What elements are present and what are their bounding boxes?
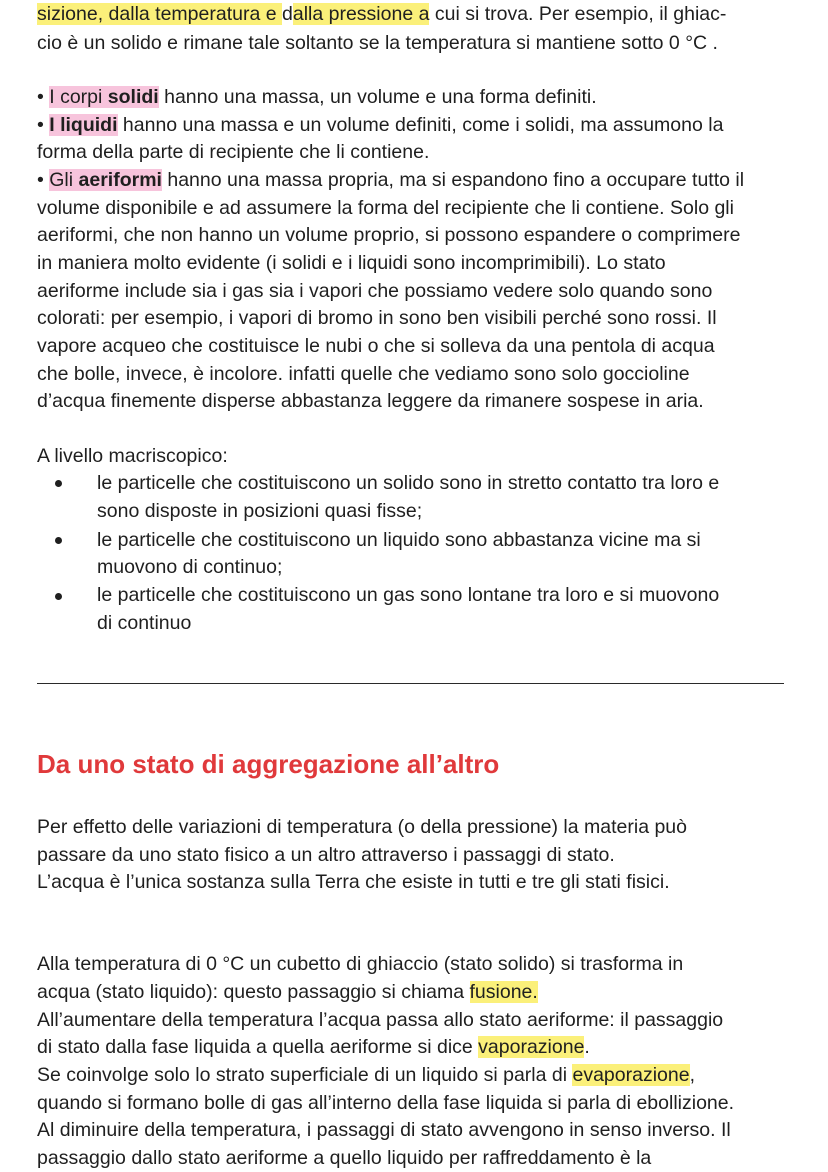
text-line: che bolle, invece, è incolore. infatti quelle che vediamo sono solo goccioline xyxy=(37,363,690,385)
text-line: Alla temperatura di 0 °C un cubetto di ghiaccio (stato solido) si trasforma in xyxy=(37,953,684,975)
text-run: Se coinvolge solo lo strato superficiale di un liquido si parla di xyxy=(37,1064,573,1086)
text-run: hanno una massa propria, ma si espandono fino a occupare tutto il xyxy=(161,169,745,191)
highlight-yellow: sizione, xyxy=(37,3,109,25)
highlight-yellow: vaporazione xyxy=(478,1036,585,1058)
highlight-pink: Gli aeriformi xyxy=(49,169,162,191)
text-line: aeriforme include sia i gas sia i vapori che possiamo vedere solo quando sono xyxy=(37,280,713,302)
text-run: . xyxy=(584,1036,590,1058)
text-line: colorati: per esempio, i vapori di bromo in sono ben visibili perché sono rossi. Il xyxy=(37,307,717,329)
text-line xyxy=(37,1,726,28)
highlight-yellow: fusione. xyxy=(469,981,538,1003)
text-line: quando si formano bolle di gas all’interno della fase liquida si parla di ebollizione. xyxy=(37,1092,735,1114)
text-run: cui si trova. Per esempio, il ghiac- xyxy=(429,3,727,25)
text-line: forma della parte di recipiente che li contiene. xyxy=(37,141,430,163)
list-item-line: sono disposte in posizioni quasi fisse; xyxy=(97,500,423,522)
state-solidi xyxy=(37,84,597,111)
state-aeriformi xyxy=(37,167,744,194)
highlight-yellow: evaporazione xyxy=(572,1064,690,1086)
list-item-line: le particelle che costituiscono un gas sono lontane tra loro e si muovono xyxy=(97,584,720,606)
bullet-dot xyxy=(55,537,62,544)
text-line: All’aumentare della temperatura l’acqua passa allo stato aeriforme: il passaggio xyxy=(37,1009,724,1031)
bullet: • xyxy=(37,169,50,191)
text-line: vapore acqueo che costituisce le nubi o che si solleva da una pentola di acqua xyxy=(37,335,715,357)
text-run: , xyxy=(689,1064,695,1086)
text-line: volume disponibile e ad assumere la forma del recipiente che li contiene. Solo gli xyxy=(37,197,734,219)
list-item-line: di continuo xyxy=(97,612,192,634)
bullet-dot xyxy=(55,593,62,600)
text-run: acqua (stato liquido): questo passaggio si chiama xyxy=(37,981,470,1003)
bullet-dot xyxy=(55,480,62,487)
bullet: • xyxy=(37,114,50,136)
list-intro: A livello macriscopico: xyxy=(37,445,228,467)
text-line: Al diminuire della temperatura, i passaggi di stato avvengono in senso inverso. Il xyxy=(37,1119,731,1141)
list-item-line: muovono di continuo; xyxy=(97,556,283,578)
text-run: hanno una massa e un volume definiti, come i solidi, ma assumono la xyxy=(117,114,724,136)
section-heading: Da uno stato di aggregazione all’altro xyxy=(37,749,500,779)
text-line xyxy=(37,1062,695,1089)
state-liquidi xyxy=(37,112,723,139)
list-item-line: le particelle che costituiscono un solido sono in stretto contatto tra loro e xyxy=(97,472,720,494)
highlight-pink: I corpi solidi xyxy=(49,86,159,108)
text-line: aeriformi, che non hanno un volume proprio, si possono espandere o comprimere xyxy=(37,224,741,246)
text-run: di stato dalla fase liquida a quella aeriforme si dice xyxy=(37,1036,479,1058)
text-line: passare da uno stato fisico a un altro attraverso i passaggi di stato. xyxy=(37,844,615,866)
bullet: • xyxy=(37,86,50,108)
text-line: passaggio dallo stato aeriforme a quello liquido per raffreddamento è la xyxy=(37,1147,652,1169)
text-line xyxy=(37,979,538,1006)
text-line: L’acqua è l’unica sostanza sulla Terra che esiste in tutti e tre gli stati fisici. xyxy=(37,871,670,893)
highlight-pink: I liquidi xyxy=(49,114,118,136)
list-item-line: le particelle che costituiscono un liquido sono abbastanza vicine ma si xyxy=(97,529,701,551)
text-line: in maniera molto evidente (i solidi e i liquidi sono incomprimibili). Lo stato xyxy=(37,252,666,274)
text-line xyxy=(37,1034,590,1061)
highlight-yellow: dalla temperatura e xyxy=(108,3,282,25)
text-run: hanno una massa, un volume e una forma definiti. xyxy=(158,86,597,108)
text-line: cio è un solido e rimane tale soltanto se la temperatura si mantiene sotto 0 °C . xyxy=(37,32,718,54)
text-run: d xyxy=(281,3,293,25)
text-line: Per effetto delle variazioni di temperatura (o della pressione) la materia può xyxy=(37,816,687,838)
horizontal-rule xyxy=(37,683,784,684)
text-line: d’acqua finemente disperse abbastanza leggere da rimanere sospese in aria. xyxy=(37,390,704,412)
highlight-yellow: alla pressione a xyxy=(292,3,430,25)
